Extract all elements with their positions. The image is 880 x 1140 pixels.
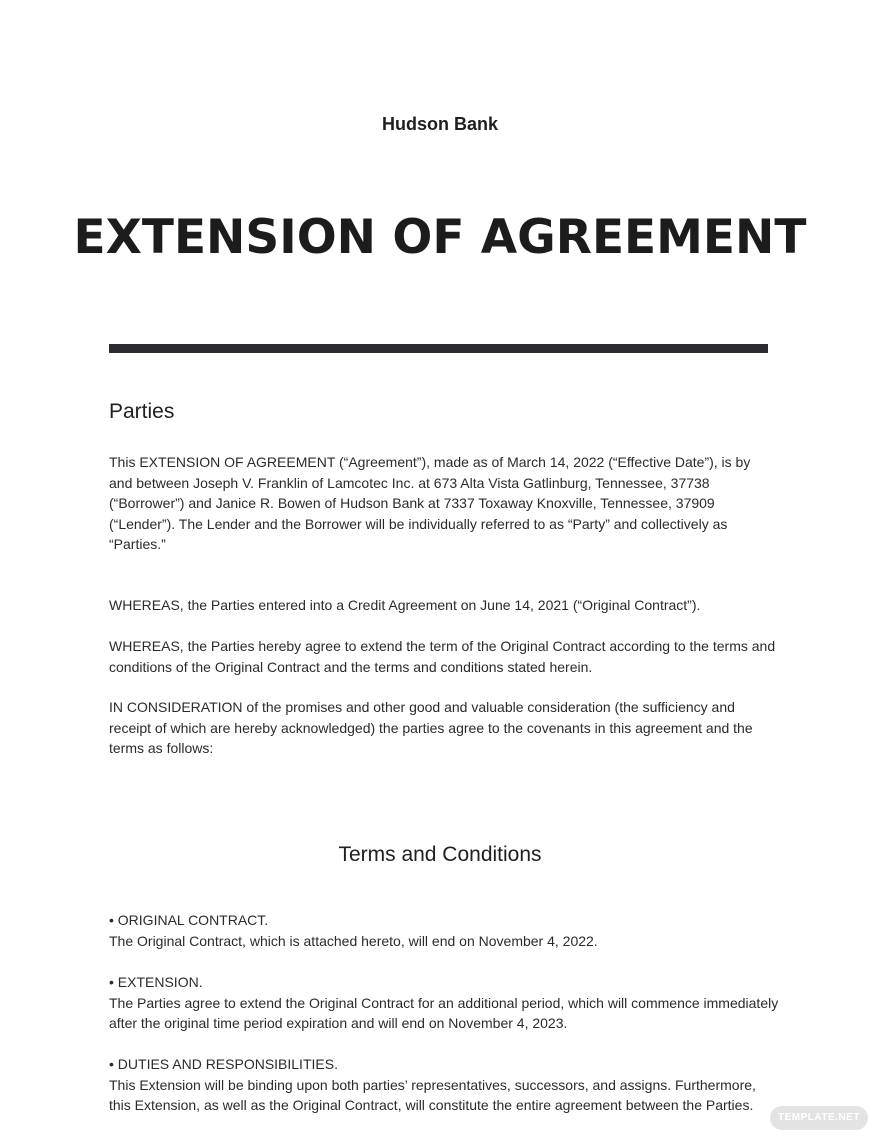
term-title: • EXTENSION.	[109, 974, 203, 990]
term-item-extension	[109, 972, 779, 1034]
document-title: EXTENSION OF AGREEMENT	[73, 210, 807, 265]
company-name: Hudson Bank	[381, 114, 498, 134]
term-title: • DUTIES AND RESPONSIBILITIES.	[109, 1056, 338, 1072]
term-item-duties	[109, 1054, 779, 1116]
template-watermark: TEMPLATE.NET	[770, 1106, 868, 1130]
term-title: • ORIGINAL CONTRACT.	[109, 912, 269, 928]
consideration-paragraph: IN CONSIDERATION of the promises and other good and valuable consideration (the sufficiency and receipt of which are hereby acknowledged) the parties agree to the covenants in this agreement and the terms as follows:	[109, 699, 753, 756]
whereas-paragraph-1: WHEREAS, the Parties entered into a Credit Agreement on June 14, 2021 (“Original Contract”).	[109, 597, 701, 613]
term-body: The Parties agree to extend the Original Contract for an additional period, which will commence immediately after the original time period expiration and will end on November 4, 2023.	[109, 994, 779, 1031]
term-body: This Extension will be binding upon both parties’ representatives, successors, and assigns. Furthermore, this Extension, as well as the Original Contract, will constitute the entire agreement between the Parties.	[109, 1076, 756, 1113]
term-body: The Original Contract, which is attached hereto, will end on November 4, 2022.	[109, 932, 598, 949]
terms-heading: Terms and Conditions	[338, 843, 542, 866]
term-item-original-contract	[109, 910, 779, 951]
whereas-paragraph-2: WHEREAS, the Parties hereby agree to extend the term of the Original Contract according to the terms and conditions of the Original Contract and the terms and conditions stated herein.	[109, 638, 776, 675]
parties-heading: Parties	[109, 400, 175, 423]
title-divider	[109, 344, 768, 353]
parties-intro-paragraph: This EXTENSION OF AGREEMENT (“Agreement”), made as of March 14, 2022 (“Effective Date”), is by and between Joseph V. Franklin of Lamcotec Inc. at 673 Alta Vista Gatlinburg, Tennessee, 37738 (“Borrower”) and Janice R. Bowen of Hudson Bank at 7337 Toxaway Knoxville, Tennessee, 37909 (“Lender”). The Lender and the Borrower will be individually referred to as “Party” and collectively as “Parties.”	[109, 454, 751, 552]
